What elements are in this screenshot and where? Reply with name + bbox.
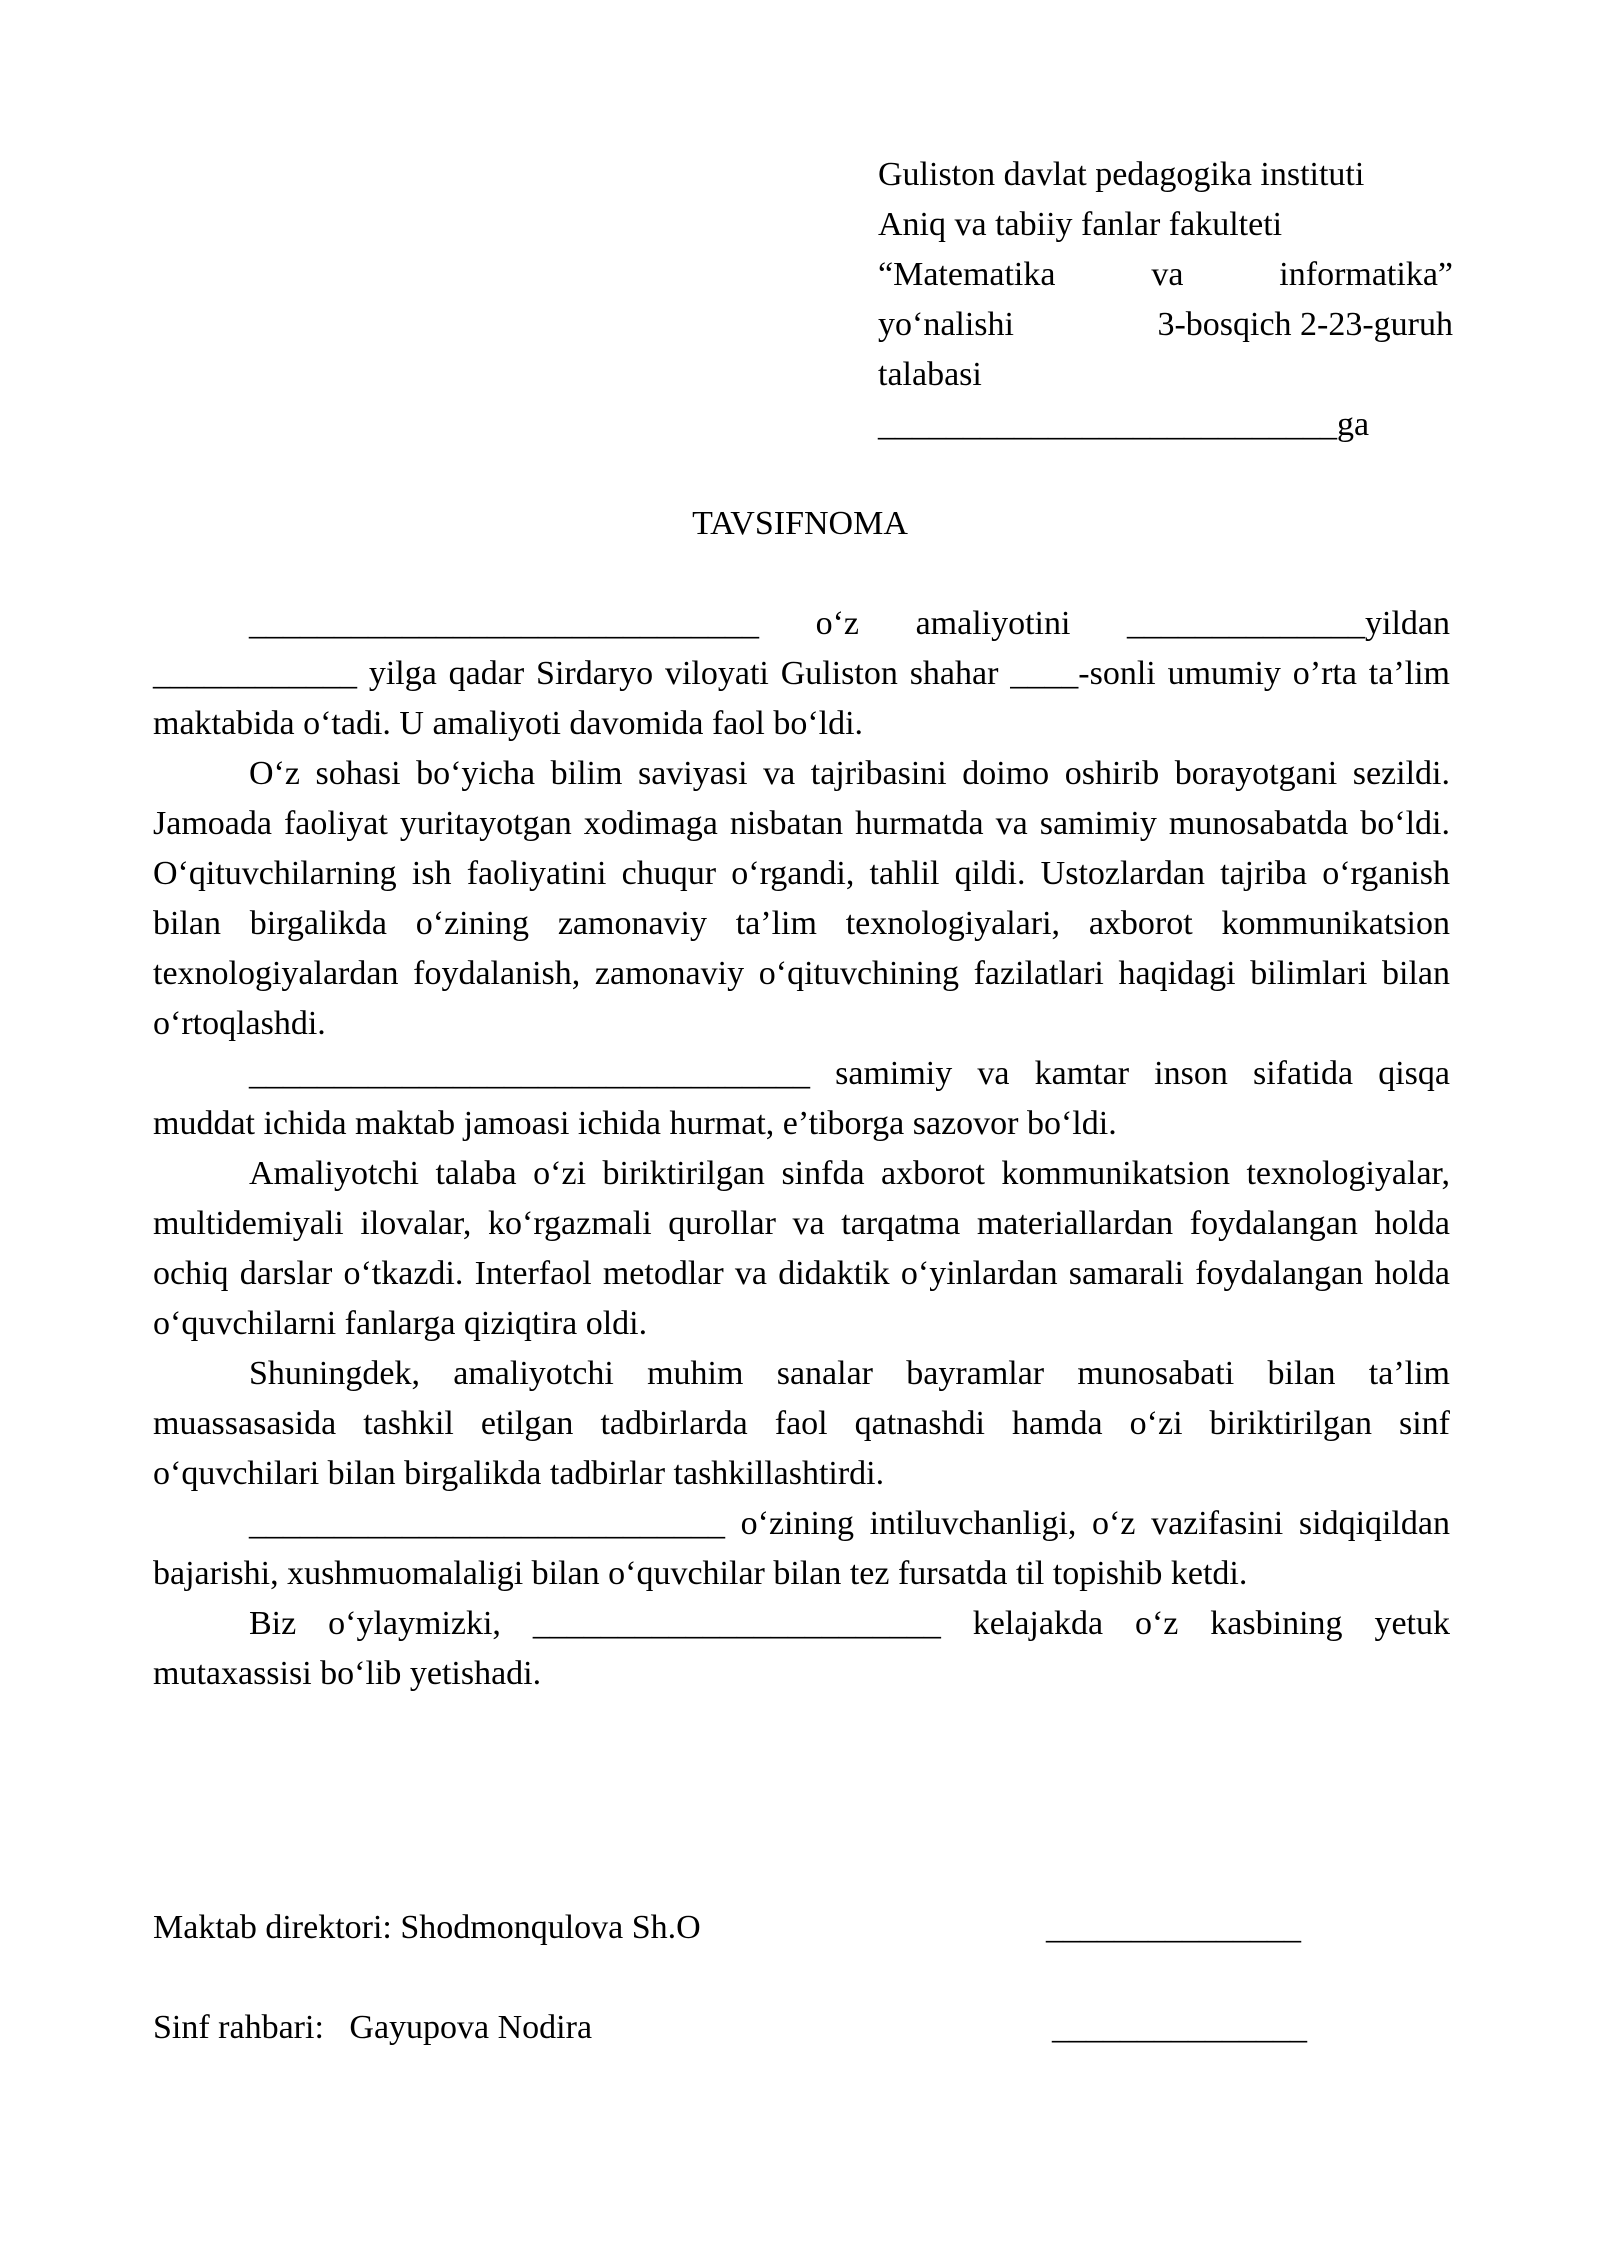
group-line	[878, 300, 1453, 350]
body-paragraph: O‘z sohasi bo‘yicha bilim saviyasi va tajribasini doimo oshirib borayotgani sezildi. Jamoada faoliyat yuritayotgan xodimaga nisbatan hurmatda va samimiy munosabatda bo‘ldi. O‘qituvchilarning ish faoliyatini chuqur o‘rgandi, tahlil qildi. Ustozlardan tajriba o‘rganish bilan birgalikda o‘zining zamonaviy ta’lim texnologiyalari, axborot kommunikatsion texnologiyalardan foydalanish, zamonaviy o‘qituvchining fazilatlari haqidagi bilimlari bilan o‘rtoqlashdi.	[153, 755, 1450, 1042]
program-word-2: va	[1151, 256, 1184, 293]
class-teacher-signature-blank: _______________	[1052, 2009, 1307, 2046]
institute-name: Guliston davlat pedagogika instituti	[878, 156, 1365, 193]
student-label: talabasi	[878, 356, 982, 393]
faculty-name: Aniq va tabiiy fanlar fakulteti	[878, 206, 1283, 243]
class-teacher-label: Sinf rahbari: Gayupova Nodira	[153, 2009, 593, 2046]
body-paragraph: ______________________________ o‘z amaliyotini ______________yildan ____________ yilga qadar Sirdaryo viloyati Guliston shahar ____-sonli umumiy o’rta ta’lim maktabida o‘tadi. U amaliyoti davomida faol bo‘ldi.	[153, 605, 1450, 742]
body-paragraph: Amaliyotchi talaba o‘zi biriktirilgan sinfda axborot kommunikatsion texnologiyalar, multidemiyali ilovalar, ko‘rgazmali qurollar va tarqatma materiallardan foydalangan holda ochiq darslar o‘tkazdi. Interfaol metodlar va didaktik o‘yinlardan samarali foydalangan holda o‘quvchilarni fanlarga qiziqtira oldi.	[153, 1155, 1450, 1342]
director-label: Maktab direktori: Shodmonqulova Sh.O	[153, 1909, 701, 1946]
director-signature-line	[153, 1903, 1301, 1953]
addressee-block	[878, 150, 1453, 450]
direction-word: yo‘nalishi	[878, 306, 1014, 343]
program-line	[878, 250, 1453, 300]
body-paragraph: _________________________________ samimiy va kamtar inson sifatida qisqa muddat ichida maktab jamoasi ichida hurmat, e’tiborga sazovor bo‘ldi.	[153, 1055, 1450, 1142]
class-teacher-signature-line	[153, 2003, 1307, 2053]
program-word-3: informatika”	[1279, 256, 1453, 293]
document-body	[153, 599, 1450, 1699]
course-group: 3-bosqich 2-23-guruh	[1157, 306, 1453, 343]
director-signature-blank: _______________	[1046, 1909, 1301, 1946]
body-paragraph: ____________________________ o‘zining intiluvchanligi, o‘z vazifasini sidqiqildan bajarishi, xushmuomalaligi bilan o‘quvchilar bilan tez fursatda til topishib ketdi.	[153, 1505, 1450, 1592]
document-title: TAVSIFNOMA	[692, 505, 908, 542]
student-name-blank: ___________________________ga	[878, 406, 1370, 443]
body-paragraph: Shuningdek, amaliyotchi muhim sanalar bayramlar munosabati bilan ta’lim muassasasida tashkil etilgan tadbirlarda faol qatnashdi hamda o‘zi biriktirilgan sinf o‘quvchilari bilan birgalikda tadbirlar tashkillashtirdi.	[153, 1355, 1450, 1492]
program-word-1: “Matematika	[878, 256, 1056, 293]
body-paragraph: Biz o‘ylaymizki, ________________________ kelajakda o‘z kasbining yetuk mutaxassisi bo‘lib yetishadi.	[153, 1605, 1450, 1692]
